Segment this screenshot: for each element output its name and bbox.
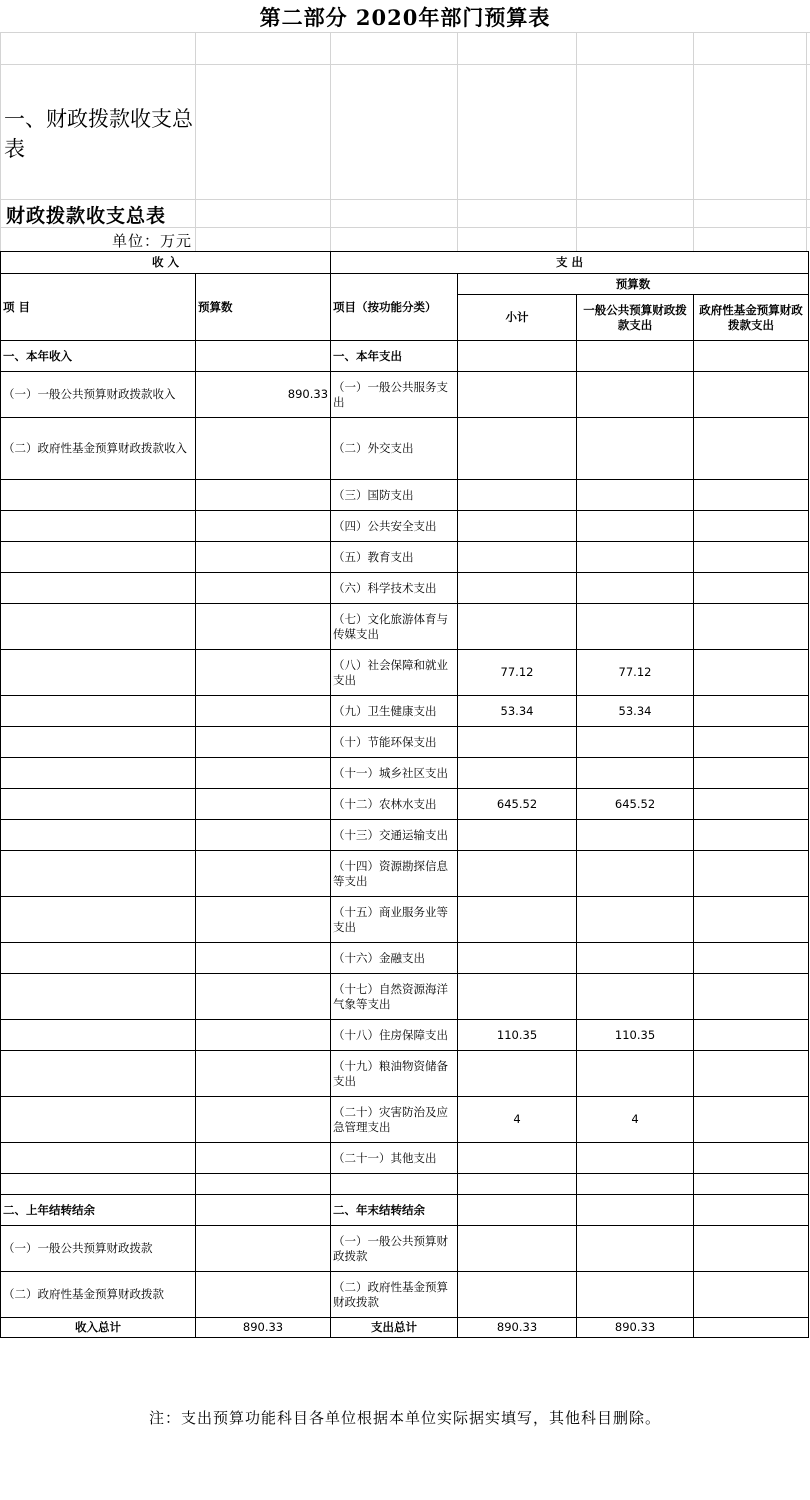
expense-item: （十四）资源勘探信息等支出 [331, 851, 458, 897]
table-title: 财政拨款收支总表 [6, 205, 167, 227]
subtotal-value [458, 897, 577, 943]
general-budget-value [577, 418, 694, 480]
income-value [196, 696, 331, 727]
income-item [1, 542, 196, 573]
expense-item: （十一）城乡社区支出 [331, 758, 458, 789]
income-value [196, 820, 331, 851]
table-row [1, 1051, 809, 1097]
general-budget-value [577, 1195, 694, 1226]
income-value [196, 418, 331, 480]
income-item [1, 1143, 196, 1174]
income-item [1, 480, 196, 511]
income-item [1, 1097, 196, 1143]
fund-budget-value [694, 820, 809, 851]
expense-item: （十六）金融支出 [331, 943, 458, 974]
table-row [1, 542, 809, 573]
income-item [1, 511, 196, 542]
subtotal-value: 4 [458, 1097, 577, 1143]
expense-item: 一、本年支出 [331, 341, 458, 372]
subtotal-value [458, 1174, 577, 1195]
page-title: 第二部分 2020年部门预算表 [259, 5, 551, 30]
income-value [196, 974, 331, 1020]
general-budget-value: 77.12 [577, 650, 694, 696]
general-budget-value [577, 372, 694, 418]
table-row [1, 1226, 809, 1272]
fund-budget-value [694, 758, 809, 789]
income-value [196, 897, 331, 943]
expense-item: （六）科学技术支出 [331, 573, 458, 604]
fund-budget-value [694, 1226, 809, 1272]
subtotal-header: 小计 [458, 295, 577, 341]
general-budget-value [577, 480, 694, 511]
general-budget-value [577, 820, 694, 851]
income-item [1, 727, 196, 758]
general-budget-value: 645.52 [577, 789, 694, 820]
expense-item: （二）政府性基金预算财政拨款 [331, 1272, 458, 1318]
table-row [1, 696, 809, 727]
income-item: （二）政府性基金预算财政拨款收入 [1, 418, 196, 480]
income-item [1, 974, 196, 1020]
fund-budget-value [694, 1272, 809, 1318]
income-item [1, 758, 196, 789]
subtotal-value [458, 341, 577, 372]
fund-budget-value [694, 573, 809, 604]
general-budget-value [577, 604, 694, 650]
fund-budget-value [694, 372, 809, 418]
fund-budget-value [694, 789, 809, 820]
subtotal-value [458, 1051, 577, 1097]
expense-item: （十五）商业服务业等支出 [331, 897, 458, 943]
expense-item: （十八）住房保障支出 [331, 1020, 458, 1051]
income-value [196, 758, 331, 789]
table-row [1, 758, 809, 789]
fund-budget-value [694, 650, 809, 696]
fund-budget-value [694, 341, 809, 372]
table-row [1, 820, 809, 851]
income-value [196, 1020, 331, 1051]
fund-budget-value [694, 897, 809, 943]
income-item-header: 项 目 [1, 274, 196, 341]
general-budget-value: 4 [577, 1097, 694, 1143]
fund-budget-value [694, 1143, 809, 1174]
expense-item: 二、年末结转结余 [331, 1195, 458, 1226]
table-row [1, 511, 809, 542]
income-value [196, 480, 331, 511]
expense-item: （十九）粮油物资储备支出 [331, 1051, 458, 1097]
income-value [196, 1226, 331, 1272]
income-value [196, 604, 331, 650]
income-total-label: 收入总计 [1, 1318, 196, 1338]
general-budget-value [577, 1226, 694, 1272]
income-item [1, 1020, 196, 1051]
table-row [1, 418, 809, 480]
table-row [1, 480, 809, 511]
expense-item: （一）一般公共预算财政拨款 [331, 1226, 458, 1272]
table-row [1, 1020, 809, 1051]
income-item [1, 820, 196, 851]
income-value [196, 1051, 331, 1097]
table-row [1, 1097, 809, 1143]
table-row [1, 604, 809, 650]
income-item [1, 851, 196, 897]
income-value [196, 542, 331, 573]
general-budget-value [577, 1272, 694, 1318]
fund-budget-value [694, 943, 809, 974]
table-row [1, 789, 809, 820]
subtotal-value: 77.12 [458, 650, 577, 696]
income-value [196, 1143, 331, 1174]
general-budget-value [577, 974, 694, 1020]
subtotal-value [458, 974, 577, 1020]
general-budget-value [577, 1143, 694, 1174]
fund-budget-value [694, 604, 809, 650]
general-budget-value [577, 727, 694, 758]
table-row [1, 341, 809, 372]
income-item [1, 696, 196, 727]
expense-item: （十七）自然资源海洋气象等支出 [331, 974, 458, 1020]
unit-label: 单位：万元 [111, 232, 192, 250]
expense-item: （八）社会保障和就业支出 [331, 650, 458, 696]
income-header: 收 入 [1, 252, 331, 274]
expense-item: （二）外交支出 [331, 418, 458, 480]
expense-total-label: 支出总计 [331, 1318, 458, 1338]
subtotal-value: 53.34 [458, 696, 577, 727]
table-row [1, 573, 809, 604]
expense-total-fund [694, 1318, 809, 1338]
general-budget-value [577, 511, 694, 542]
table-row [1, 1143, 809, 1174]
fund-budget-value [694, 1051, 809, 1097]
subtotal-value [458, 604, 577, 650]
general-budget-value: 53.34 [577, 696, 694, 727]
subtotal-value [458, 943, 577, 974]
income-value [196, 511, 331, 542]
income-value [196, 1174, 331, 1195]
fund-budget-value [694, 542, 809, 573]
income-item: 一、本年收入 [1, 341, 196, 372]
income-value [196, 789, 331, 820]
income-item: （一）一般公共预算财政拨款 [1, 1226, 196, 1272]
general-budget-value [577, 851, 694, 897]
expense-total-subtotal: 890.33 [458, 1318, 577, 1338]
expense-item: （二十一）其他支出 [331, 1143, 458, 1174]
subtotal-value [458, 1226, 577, 1272]
income-value [196, 341, 331, 372]
income-item [1, 789, 196, 820]
expense-item: （三）国防支出 [331, 480, 458, 511]
income-item [1, 573, 196, 604]
general-budget-value [577, 1051, 694, 1097]
fund-budget-header: 政府性基金预算财政拨款支出 [694, 295, 809, 341]
income-value [196, 851, 331, 897]
income-value [196, 573, 331, 604]
general-budget-value [577, 943, 694, 974]
expense-item: （十三）交通运输支出 [331, 820, 458, 851]
fund-budget-value [694, 1195, 809, 1226]
expense-total-general: 890.33 [577, 1318, 694, 1338]
income-item: （一）一般公共预算财政拨款收入 [1, 372, 196, 418]
subtotal-value [458, 1195, 577, 1226]
fund-budget-value [694, 418, 809, 480]
table-row [1, 1174, 809, 1195]
expense-item: （四）公共安全支出 [331, 511, 458, 542]
subtotal-value: 110.35 [458, 1020, 577, 1051]
income-budget-header: 预算数 [196, 274, 331, 341]
table-row [1, 1195, 809, 1226]
general-budget-header: 一般公共预算财政拨款支出 [577, 295, 694, 341]
subtotal-value [458, 511, 577, 542]
table-row [1, 974, 809, 1020]
general-budget-value [577, 1174, 694, 1195]
expense-item: （十二）农林水支出 [331, 789, 458, 820]
income-value [196, 943, 331, 974]
subtotal-value: 645.52 [458, 789, 577, 820]
func-item-header: 项目（按功能分类） [331, 274, 458, 341]
income-item [1, 943, 196, 974]
income-item [1, 1174, 196, 1195]
fund-budget-value [694, 1020, 809, 1051]
table-row [1, 851, 809, 897]
income-item: （二）政府性基金预算财政拨款 [1, 1272, 196, 1318]
fund-budget-value [694, 974, 809, 1020]
income-item [1, 650, 196, 696]
income-total-value: 890.33 [196, 1318, 331, 1338]
expense-item: （十）节能环保支出 [331, 727, 458, 758]
expense-item: （二十）灾害防治及应急管理支出 [331, 1097, 458, 1143]
general-budget-value: 110.35 [577, 1020, 694, 1051]
section-heading: 一、财政拨款收支总表 [4, 107, 193, 161]
subtotal-value [458, 820, 577, 851]
income-value [196, 1195, 331, 1226]
expense-item [331, 1174, 458, 1195]
general-budget-value [577, 758, 694, 789]
expense-header: 支 出 [331, 252, 809, 274]
subtotal-value [458, 1143, 577, 1174]
table-row [1, 897, 809, 943]
subtotal-value [458, 758, 577, 789]
income-item [1, 897, 196, 943]
general-budget-value [577, 897, 694, 943]
expense-item: （九）卫生健康支出 [331, 696, 458, 727]
budget-group-header: 预算数 [458, 274, 809, 295]
income-value [196, 650, 331, 696]
expense-item: （五）教育支出 [331, 542, 458, 573]
subtotal-value [458, 418, 577, 480]
table-row [1, 650, 809, 696]
income-value [196, 727, 331, 758]
general-budget-value [577, 573, 694, 604]
subtotal-value [458, 542, 577, 573]
income-item: 二、上年结转结余 [1, 1195, 196, 1226]
expense-item: （七）文化旅游体育与传媒支出 [331, 604, 458, 650]
income-value [196, 1097, 331, 1143]
fund-budget-value [694, 480, 809, 511]
fund-budget-value [694, 1174, 809, 1195]
subtotal-value [458, 727, 577, 758]
subtotal-value [458, 573, 577, 604]
table-row [1, 1272, 809, 1318]
subtotal-value [458, 480, 577, 511]
subtotal-value [458, 372, 577, 418]
subtotal-value [458, 851, 577, 897]
income-item [1, 1051, 196, 1097]
table-row [1, 727, 809, 758]
fund-budget-value [694, 511, 809, 542]
fund-budget-value [694, 727, 809, 758]
footnote: 注：支出预算功能科目各单位根据本单位实际据实填写，其他科目删除。 [148, 1409, 661, 1427]
fund-budget-value [694, 1097, 809, 1143]
income-value [196, 1272, 331, 1318]
general-budget-value [577, 341, 694, 372]
table-row [1, 372, 809, 418]
income-value: 890.33 [196, 372, 331, 418]
subtotal-value [458, 1272, 577, 1318]
table-row [1, 943, 809, 974]
fund-budget-value [694, 696, 809, 727]
budget-table [0, 251, 809, 1338]
income-item [1, 604, 196, 650]
general-budget-value [577, 542, 694, 573]
fund-budget-value [694, 851, 809, 897]
expense-item: （一）一般公共服务支出 [331, 372, 458, 418]
